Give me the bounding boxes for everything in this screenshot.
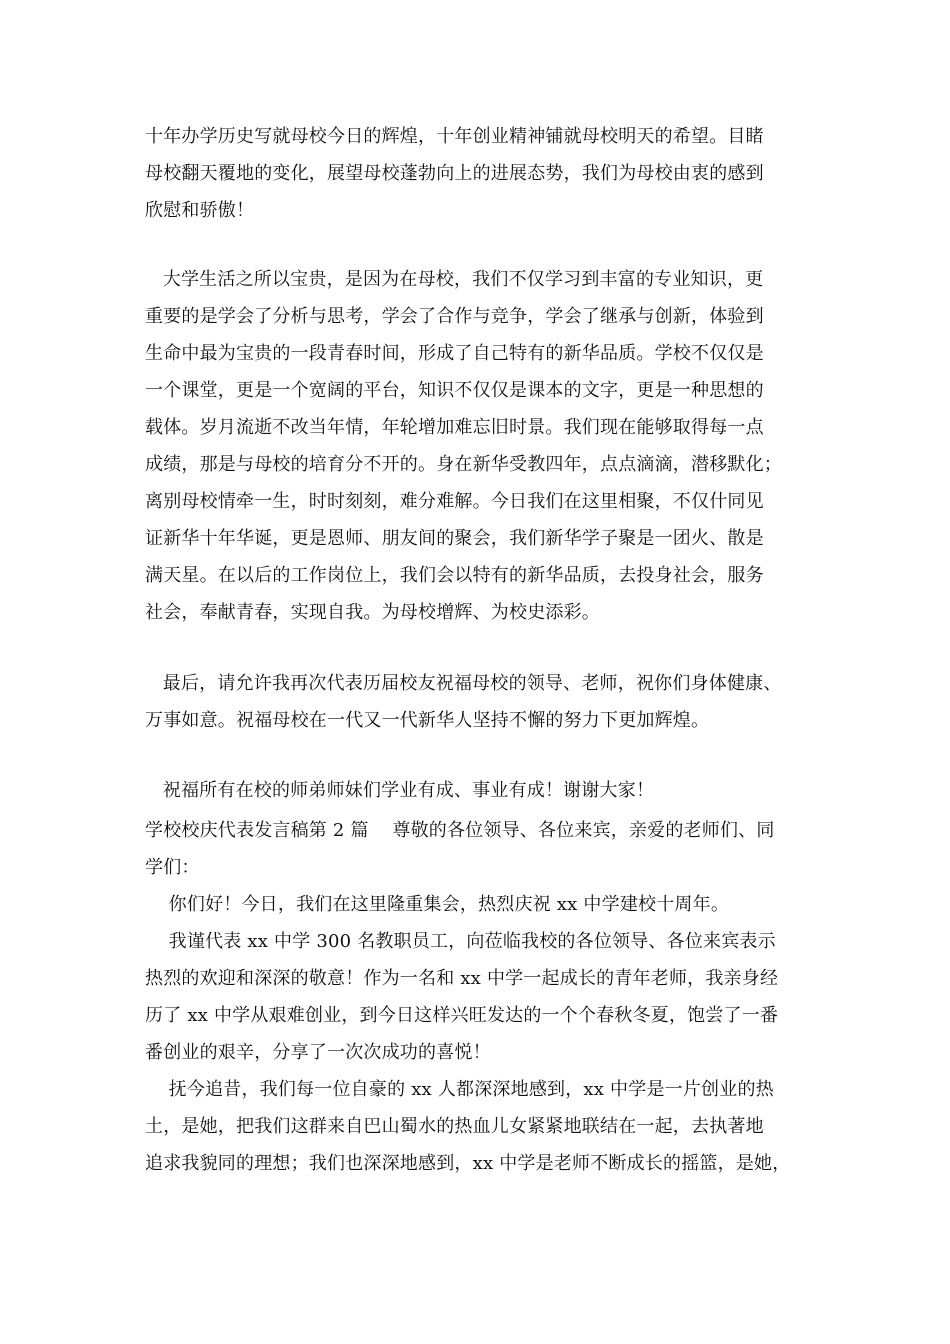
text-line: 十年办学历史写就母校今日的辉煌，十年创业精神铺就母校明天的希望。目睹	[145, 126, 764, 147]
text-line: 载体。岁月流逝不改当年情，年轮增加难忘旧时景。我们现在能够取得每一点	[145, 417, 764, 438]
text-line: 生命中最为宝贵的一段青春时间，形成了自己特有的新华品质。学校不仅仅是	[145, 343, 764, 364]
text-line: 证新华十年华诞，更是恩师、朋友间的聚会，我们新华学子聚是一团火、散是	[145, 528, 764, 549]
text-line: 万事如意。祝福母校在一代又一代新华人坚持不懈的努力下更加辉煌。	[145, 710, 710, 731]
text-line: 抚今追昔，我们每一位自豪的 xx 人都深深地感到，xx 中学是一片创业的热	[145, 1079, 774, 1100]
text-line: 你们好！今日，我们在这里隆重集会，热烈庆祝 xx 中学建校十周年。	[145, 894, 730, 915]
text-line: 最后，请允许我再次代表历届校友祝福母校的领导、老师，祝你们身体健康、	[145, 673, 782, 694]
text-line: 历了 xx 中学从艰难创业，到今日这样兴旺发达的一个个春秋冬夏，饱尝了一番	[145, 1005, 779, 1026]
text-line: 母校翻天覆地的变化，展望母校蓬勃向上的进展态势，我们为母校由衷的感到	[145, 163, 764, 184]
text-line: 成绩，那是与母校的培育分不开的。身在新华受教四年，点点滴滴，潜移默化；	[145, 454, 782, 475]
text-line: 一个课堂，更是一个宽阔的平台，知识不仅仅是课本的文字，更是一种思想的	[145, 380, 764, 401]
section-heading-line: 学校校庆代表发言稿第 2 篇 尊敬的各位领导、各位来宾，亲爱的老师们、同	[145, 820, 775, 841]
text-line: 追求我貌同的理想；我们也深深地感到，xx 中学是老师不断成长的摇篮，是她，	[145, 1153, 791, 1174]
text-line: 离别母校情牵一生，时时刻刻，难分难解。今日我们在这里相聚，不仅什同见	[145, 491, 764, 512]
text-line: 欣慰和骄傲！	[145, 200, 255, 221]
text-line: 重要的是学会了分析与思考，学会了合作与竞争，学会了继承与创新，体验到	[145, 306, 764, 327]
text-line: 我谨代表 xx 中学 300 名教职员工，向莅临我校的各位领导、各位来宾表示	[145, 931, 776, 952]
text-line: 番创业的艰辛，分享了一次次成功的喜悦！	[145, 1042, 491, 1063]
text-line: 社会，奉献青春，实现自我。为母校增辉、为校史添彩。	[145, 602, 600, 623]
text-line: 满天星。在以后的工作岗位上，我们会以特有的新华品质，去投身社会，服务	[145, 565, 764, 586]
text-line: 学们：	[145, 857, 200, 878]
text-line: 大学生活之所以宝贵，是因为在母校，我们不仅学习到丰富的专业知识，更	[145, 269, 764, 290]
text-line: 热烈的欢迎和深深的敬意！作为一名和 xx 中学一起成长的青年老师，我亲身经	[145, 968, 779, 989]
text-line: 祝福所有在校的师弟师妹们学业有成、事业有成！谢谢大家！	[145, 780, 655, 801]
text-line: 土，是她，把我们这群来自巴山蜀水的热血儿女紧紧地联结在一起，去执著地	[145, 1116, 764, 1137]
